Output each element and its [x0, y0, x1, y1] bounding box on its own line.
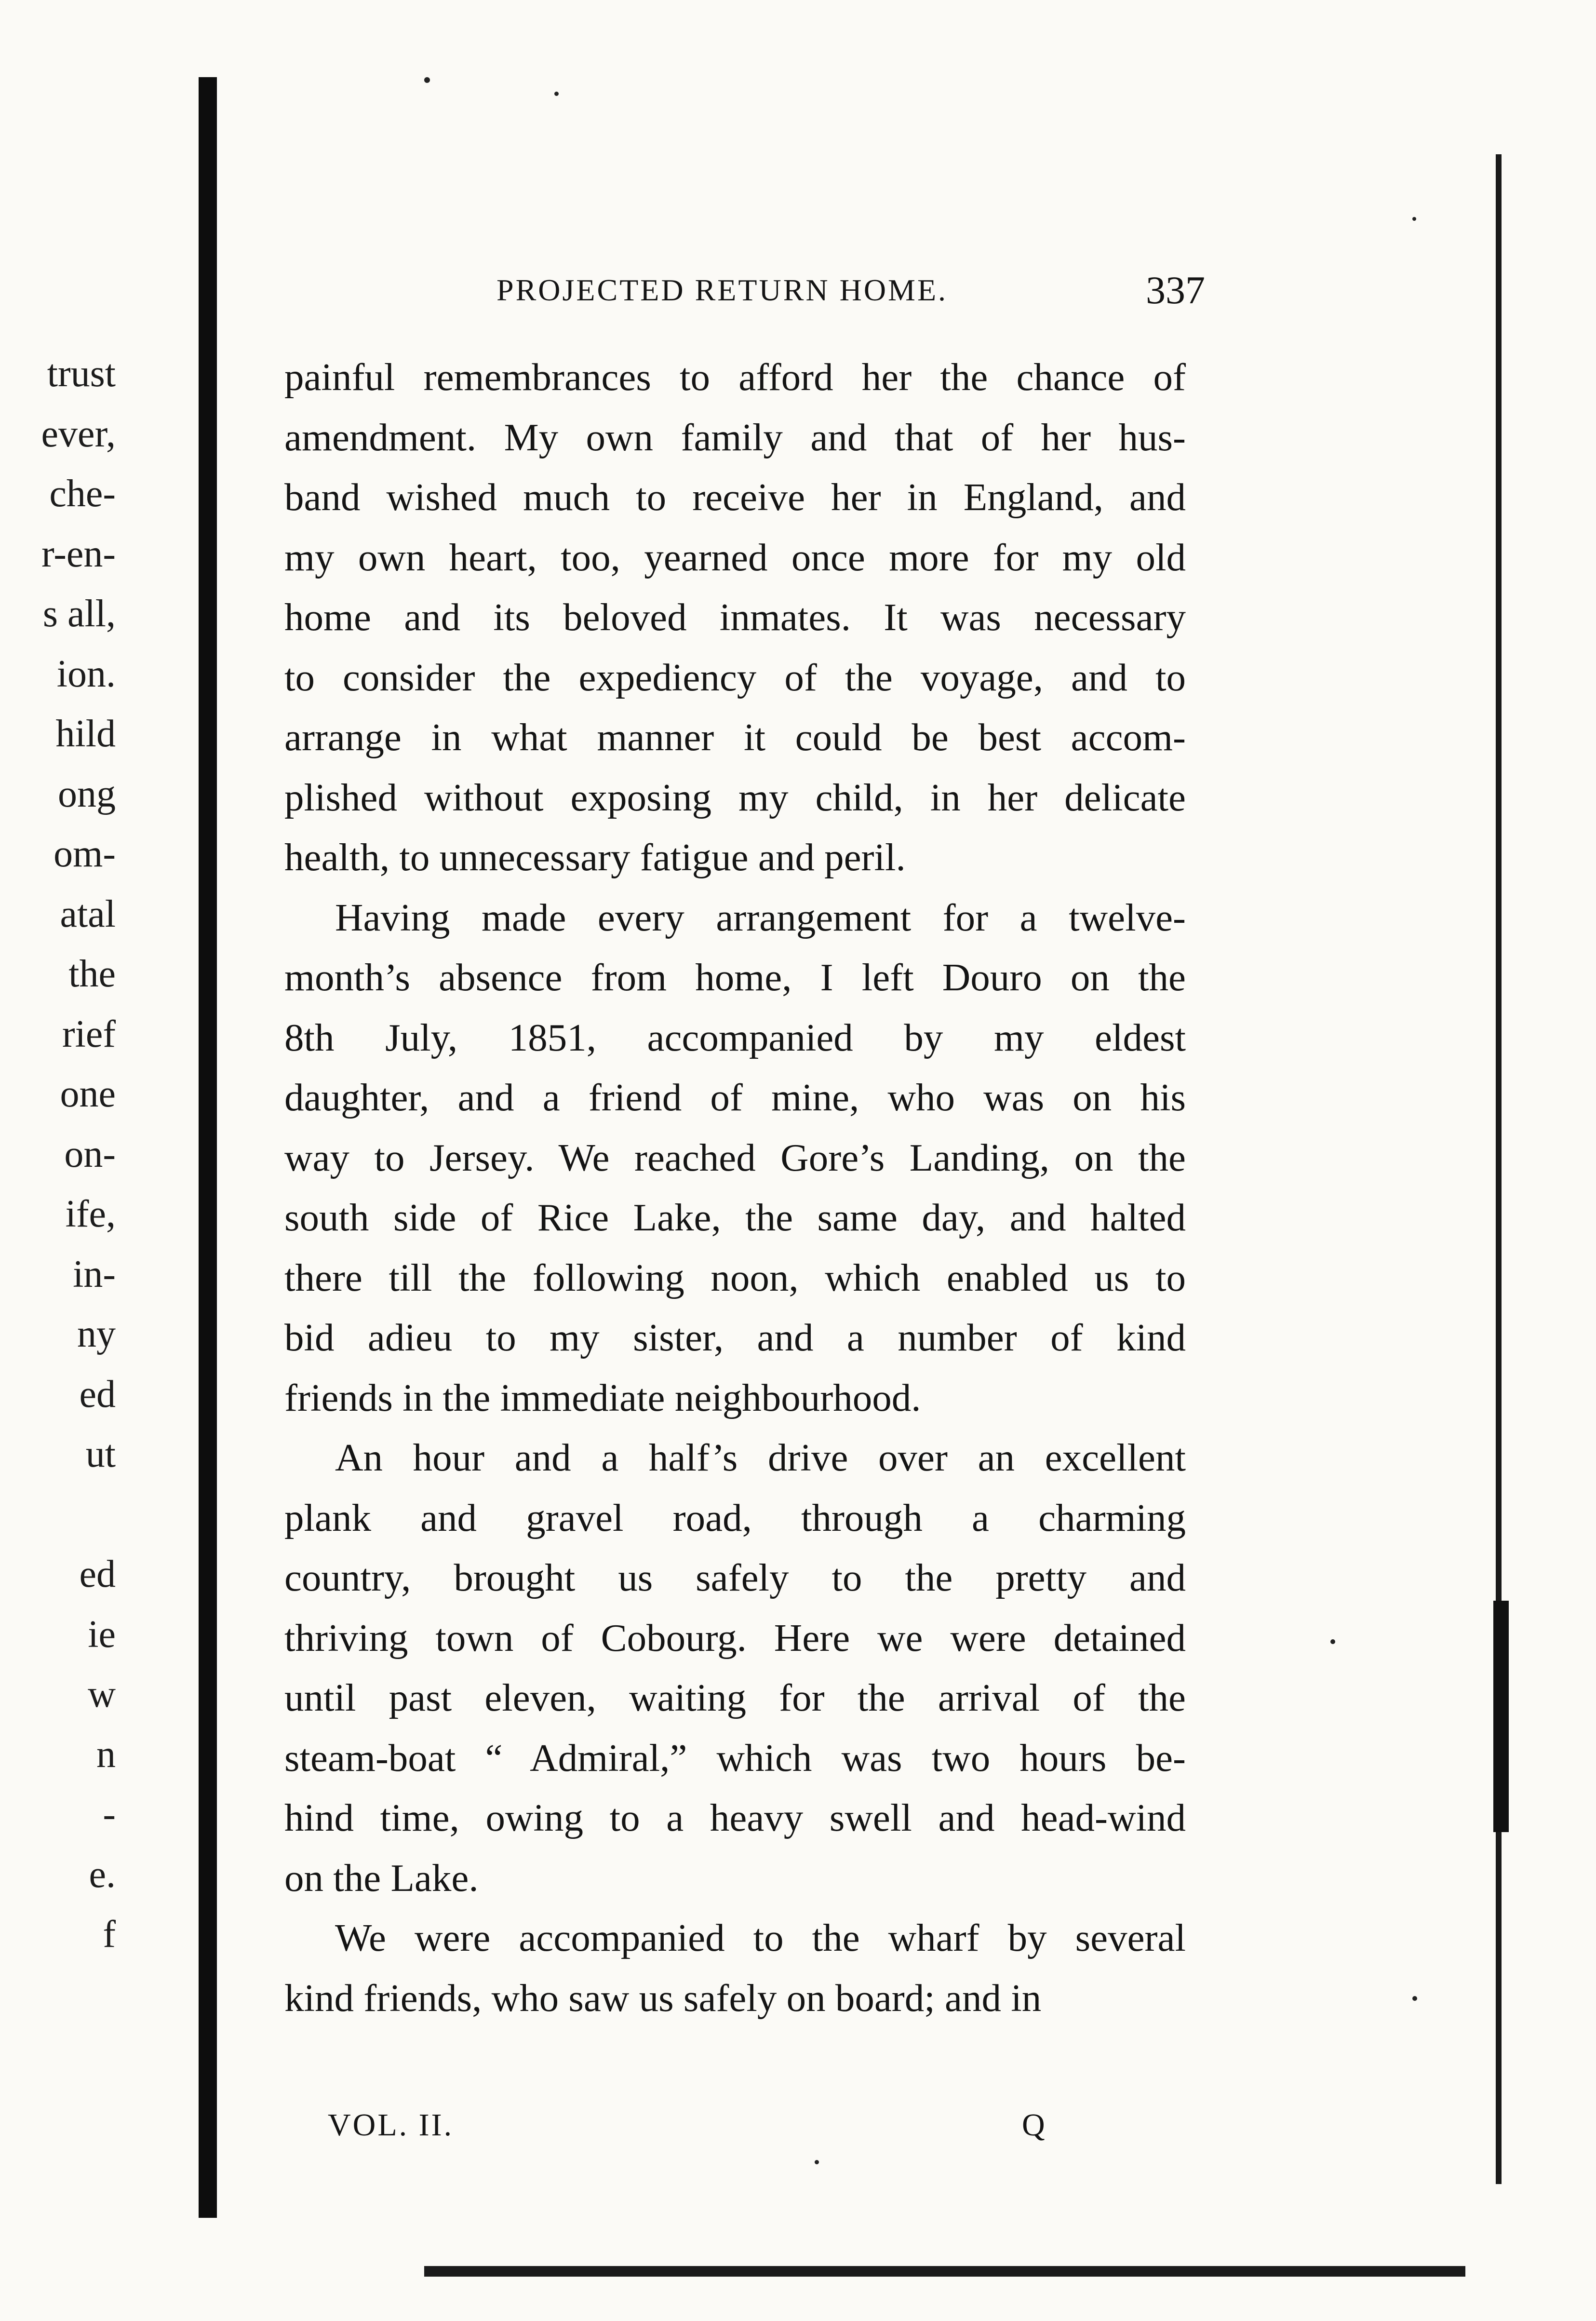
offcut-line: n — [96, 1733, 116, 1776]
body-text — [284, 347, 1186, 2035]
offcut-line: atal — [60, 892, 116, 935]
offcut-line: ever, — [41, 412, 116, 455]
bottom-edge-rule — [424, 2266, 1465, 2277]
offcut-line: ion. — [56, 652, 116, 695]
text-line: hind time, owing to a heavy swell and head-wind — [284, 1796, 1186, 1839]
text-line: friends in the immediate neighbourhood. — [284, 1376, 921, 1419]
speck — [1330, 1639, 1335, 1644]
speck — [1412, 217, 1416, 221]
text-line: Having made every arrangement for a twelve- — [335, 895, 1186, 939]
text-line: plank and gravel road, through a charming — [284, 1496, 1186, 1539]
text-line: country, brought us safely to the pretty and — [284, 1556, 1186, 1599]
speck — [815, 2160, 819, 2164]
offcut-line: on- — [64, 1133, 116, 1175]
text-line: painful remembrances to afford her the chance of — [284, 355, 1186, 399]
offcut-line: trust — [47, 352, 116, 395]
binding-shadow-left — [199, 77, 217, 2218]
offcut-line: s all, — [42, 593, 116, 635]
text-line: until past eleven, waiting for the arrival of the — [284, 1676, 1186, 1719]
text-line: to consider the expediency of the voyage, and to — [284, 655, 1186, 699]
offcut-line: hild — [55, 713, 116, 755]
text-line: kind friends, who saw us safely on board; and in — [284, 1976, 1042, 2020]
text-line: month’s absence from home, I left Douro on the — [284, 956, 1186, 999]
text-line: band wished much to receive her in England, and — [284, 475, 1186, 519]
text-line: way to Jersey. We reached Gore’s Landing, on the — [284, 1135, 1186, 1179]
speck — [554, 92, 559, 96]
offcut-line: ie — [88, 1613, 116, 1656]
offcut-line: f — [103, 1913, 116, 1956]
offcut-line: ife, — [65, 1193, 116, 1235]
text-line: 8th July, 1851, accompanied by my eldest — [284, 1015, 1186, 1059]
offcut-line: in- — [73, 1253, 116, 1295]
text-line: thriving town of Cobourg. Here we were detained — [284, 1616, 1186, 1660]
speck — [1412, 1996, 1417, 2001]
offcut-line: ut — [85, 1433, 116, 1475]
offcut-line: - — [103, 1793, 116, 1835]
text-line: steam-boat “ Admiral,” which was two hours be- — [284, 1736, 1186, 1780]
offcut-line: om- — [54, 833, 116, 875]
offcut-line: w — [88, 1673, 116, 1715]
text-line: on the Lake. — [284, 1856, 479, 1900]
text-line: An hour and a half’s drive over an excellent — [335, 1436, 1186, 1479]
facing-page-offcut — [0, 352, 125, 1956]
offcut-line: ed — [79, 1373, 116, 1416]
text-line: my own heart, too, yearned once more for my old — [284, 535, 1186, 579]
signature-line: VOL. II. — [328, 2107, 454, 2143]
offcut-line: the — [68, 953, 116, 995]
signature-mark: Q — [1022, 2107, 1045, 2143]
speck — [424, 77, 430, 83]
offcut-line: ong — [58, 772, 116, 815]
offcut-line: one — [60, 1073, 116, 1115]
text-line: arrange in what manner it could be best accom- — [284, 715, 1186, 759]
offcut-line: r-en- — [41, 532, 116, 575]
text-line: south side of Rice Lake, the same day, and halted — [284, 1196, 1186, 1239]
offcut-line: che- — [49, 472, 116, 515]
binding-shadow-right-thick — [1493, 1601, 1509, 1832]
offcut-line: ny — [77, 1313, 116, 1355]
text-line: there till the following noon, which enabled us to — [284, 1255, 1186, 1299]
text-line: amendment. My own family and that of her hus- — [284, 415, 1186, 459]
text-line: home and its beloved inmates. It was necessary — [284, 595, 1186, 639]
offcut-line: ed — [79, 1553, 116, 1595]
page-number: 337 — [1146, 268, 1205, 312]
offcut-line: rief — [62, 1012, 116, 1055]
binding-shadow-right — [1496, 154, 1502, 2184]
text-line: We were accompanied to the wharf by several — [335, 1916, 1186, 1959]
text-line: daughter, and a friend of mine, who was on his — [284, 1076, 1186, 1119]
offcut-line: e. — [89, 1853, 116, 1896]
text-line: health, to unnecessary fatigue and peril. — [284, 836, 906, 879]
text-line: plished without exposing my child, in her delicate — [284, 775, 1186, 819]
running-head: PROJECTED RETURN HOME. — [496, 273, 948, 307]
text-line: bid adieu to my sister, and a number of kind — [284, 1316, 1186, 1359]
